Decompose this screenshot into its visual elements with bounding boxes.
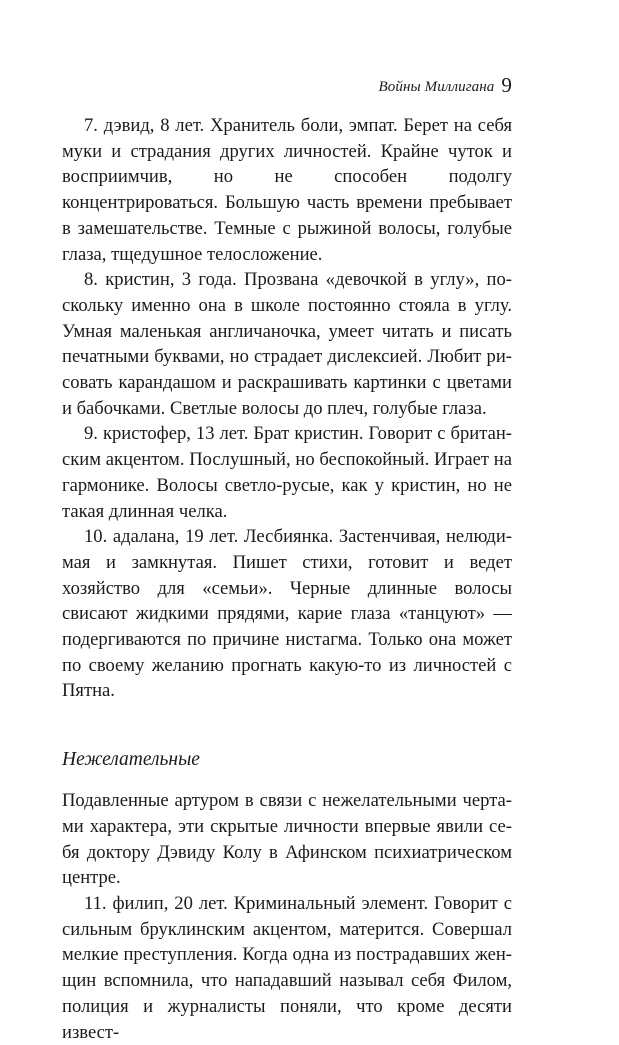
section-intro: Подавленные артуром в связи с нежелательными чертами характера, эти скрытые личности впервые явили себя доктору Дэвиду Колу в Афинском психиатрическом центре. <box>62 790 512 889</box>
running-title: Войны Миллигана <box>378 79 495 95</box>
paragraph-adalana: 10. адалана, 19 лет. Лесбиянка. Застенчивая, нелюдимая и замкнутая. Пишет стихи, готовит и ведет хозяйство для «семьи». Черные длинные волосы свисают жидкими прядями, карие глаза «танцуют» — подергиваются по причине нистагма. Только она может по своему желанию прогнать какую-то из личностей с Пятна. <box>62 526 512 702</box>
book-page <box>62 60 512 1043</box>
paragraph-kristin: 8. кристин, 3 года. Прозвана «девочкой в углу», поскольку именно она в школе постоянно стояла в углу. Умная маленькая англичаночка, умеет читать и писать печатными буквами, но страдает дислексией. Любит рисовать карандашом и раскрашивать картинки с цветами и бабочками. Светлые волосы до плеч, голубые глаза. <box>62 269 512 419</box>
paragraph-david: 7. дэвид, 8 лет. Хранитель боли, эмпат. Берет на себя муки и страдания других личностей. Крайне чуток и восприимчив, но не способен подолгу концентрироваться. Большую часть времени пребывает в замешательстве. Темные с рыжиной волосы, голубые глаза, тщедушное телосложение. <box>62 115 512 265</box>
page-number: 9 <box>501 73 512 97</box>
running-head <box>379 72 513 97</box>
section-title: Нежелательные <box>62 749 200 771</box>
body-text <box>62 113 512 1045</box>
paragraph-kristofer: 9. кристофер, 13 лет. Брат кристин. Говорит с британским акцентом. Послушный, но беспокойный. Играет на гармонике. Волосы светло-русые, как у кристин, но не такая длинная челка. <box>62 423 512 522</box>
paragraph-filip: 11. филип, 20 лет. Криминальный элемент. Говорит с сильным бруклинским акцентом, матерится. Совершал мелкие преступления. Когда одна из пострадавших женщин вспомнила, что нападавший называл себя Филом, полиция и журналисты поняли, что кроме десяти извест- <box>62 892 512 1043</box>
